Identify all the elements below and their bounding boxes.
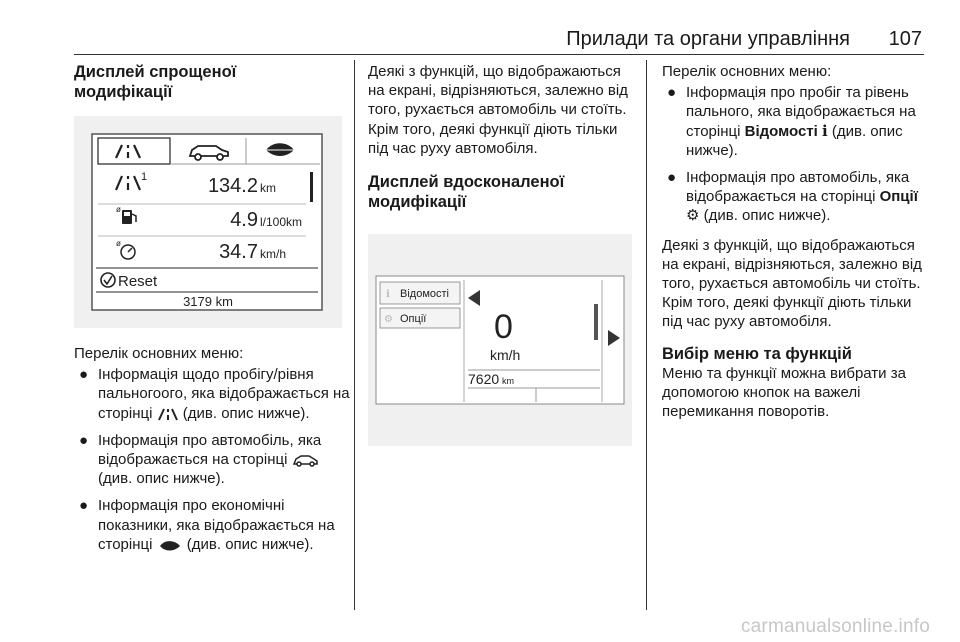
section-heading: Дисплей вдосконаленої модифікації xyxy=(368,173,565,212)
reset-label: Reset xyxy=(118,273,158,290)
column-divider xyxy=(354,60,355,610)
trip-value: 134.2 xyxy=(207,175,258,197)
column-divider xyxy=(646,60,647,610)
menu-item-info-label: Відомості xyxy=(400,288,449,300)
page-header xyxy=(0,0,960,52)
column-2 xyxy=(368,62,636,387)
odometer-value: 7620 xyxy=(468,371,500,387)
menu-list xyxy=(662,83,930,225)
scrollbar xyxy=(310,172,313,202)
odometer: 3179 km xyxy=(183,294,233,309)
trip-index: 1 xyxy=(141,171,148,183)
advanced-display-figure xyxy=(368,234,632,446)
car-icon xyxy=(292,453,318,467)
menu-intro: Перелік основних меню: xyxy=(662,63,832,80)
advanced-display-illustration xyxy=(368,234,632,446)
info-icon: i xyxy=(822,121,828,140)
svg-text:ø: ø xyxy=(116,205,121,214)
list-item: ● Інформація про автомобіль, яка відображається на сторінці (див. опис нижче). xyxy=(79,431,322,488)
speed-readout: 0 xyxy=(494,308,513,346)
speed-unit: km/h xyxy=(260,247,287,261)
speed-value: 34.7 xyxy=(219,241,258,263)
info-icon: ℹ xyxy=(386,289,390,300)
eco-leaf-icon xyxy=(157,538,183,552)
paragraph: Деякі з функцій, що відображаються на екрані, відрізняються, залежно від того, рухається автомобіль чи стоїть. Крім того, деякі функції діють тільки під час руху автомобіля. xyxy=(662,236,922,331)
column-1 xyxy=(74,62,350,553)
section-heading: Дисплей спрощеної модифікації xyxy=(74,63,237,101)
header-title: Прилади та органи управління xyxy=(566,28,850,50)
fuel-value: 4.9 xyxy=(230,209,258,231)
page-number: 107 xyxy=(888,28,922,50)
trip-icon xyxy=(157,407,179,421)
simple-display-figure xyxy=(74,116,342,328)
simple-display-illustration xyxy=(74,116,342,328)
watermark: carmanualsonline.info xyxy=(740,616,930,637)
menu-list xyxy=(74,365,350,554)
svg-text:ø: ø xyxy=(116,239,121,248)
speed-readout-unit: km/h xyxy=(490,347,521,363)
scrollbar xyxy=(594,304,598,340)
section-heading: Вибір меню та функцій xyxy=(662,344,852,363)
list-item: ● Інформація про економічні показники, яка відображається на сторінці (див. опис нижче). xyxy=(79,497,335,553)
list-item: ● Інформація про автомобіль, яка відображається на сторінці Опції ⚙ (див. опис нижче). xyxy=(667,169,918,225)
wrench-icon: ⚙ xyxy=(384,314,393,325)
header-rule xyxy=(74,54,924,55)
odometer-unit: km xyxy=(502,376,514,386)
trip-unit: km xyxy=(260,181,276,195)
fuel-unit: l/100km xyxy=(260,215,303,229)
menu-item-options-label: Опції xyxy=(400,313,427,325)
list-item: ● Інформація щодо пробігу/рівня пальногоого, яка відображається на сторінці (див. опис нижче). xyxy=(79,366,350,422)
gear-icon: ⚙ xyxy=(686,207,700,225)
list-item: ● Інформація про пробіг та рівень пального, яка відображається на сторінці Відомості i (див. опис нижче). xyxy=(667,84,916,159)
column-3 xyxy=(662,62,930,421)
menu-intro: Перелік основних меню: xyxy=(74,345,244,362)
paragraph: Меню та функції можна вибрати за допомогою кнопок на важелі перемикання поворотів. xyxy=(662,364,906,421)
paragraph: Деякі з функцій, що відображаються на екрані, відрізняються, залежно від того, рухається автомобіль чи стоїть. Крім того, деякі функції діють тільки під час руху автомобіля. xyxy=(368,63,628,157)
